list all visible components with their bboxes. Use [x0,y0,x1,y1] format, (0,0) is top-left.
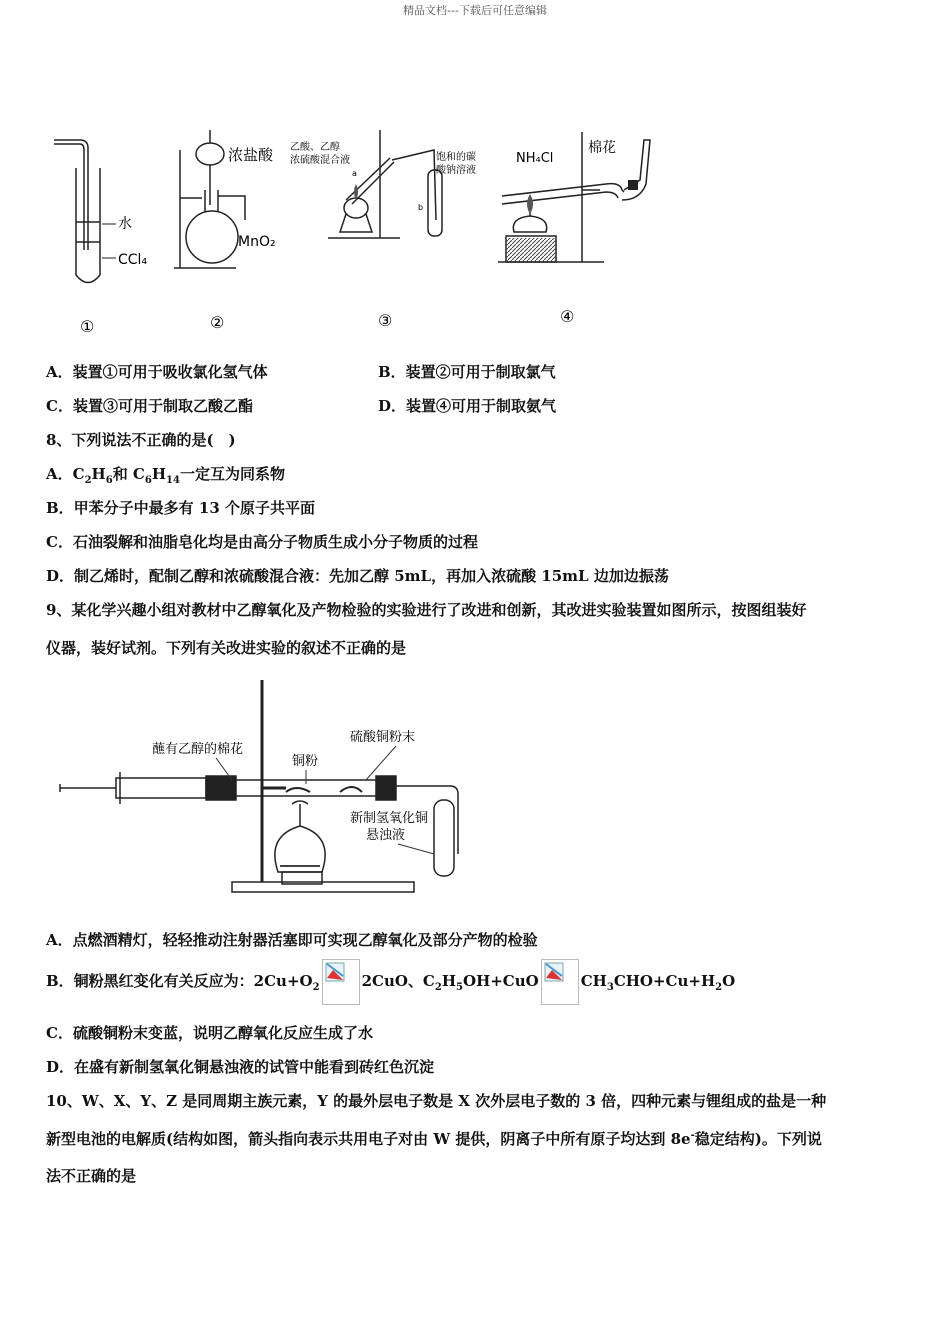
label-a: a [352,169,357,178]
label-nh4cl: NH₄Cl [516,151,554,166]
label-hcl: 浓盐酸 [228,146,274,164]
q7-option-d: D．装置④可用于制取氨气 [378,397,557,415]
label-cuso4-powder: 硫酸铜粉末 [350,730,416,745]
apparatus-number-2: ② [210,313,225,332]
label-cuoh-2: 悬浊液 [366,828,406,843]
q9-option-b: B．铜粉黑红变化有关反应为：$2Cu+O_2$ 2CuO、$C_2H_5OH+CuO$ $CH_3CHO+Cu+H_2O$ [46,959,735,1005]
q10-stem-line-2: 新型电池的电解质(结构如图，箭头指向表示共用电子对由 W 提供，阴离子中所有原子均达到 8e-稳定结构)。下列说 [46,1130,822,1148]
q9-option-a: A．点燃酒精灯，轻轻推动注射器活塞即可实现乙醇氧化及部分产物的检验 [46,931,538,949]
label-cuoh-1: 新制氢氧化铜 [350,811,429,826]
apparatus-number-1: ① [80,317,95,336]
q7-option-c: C．装置③可用于制取乙酸乙酯 [46,397,253,415]
apparatus-figure-2 [56,676,476,902]
q8-option-d: D．制乙烯时，配制乙醇和浓硫酸混合液：先加乙醇 5mL，再加入浓硫酸 15mL 边加边振荡 [46,567,669,585]
label-reactants: 乙酸、乙醇 [290,142,340,153]
q9-option-d: D．在盛有新制氢氧化铜悬浊液的试管中能看到砖红色沉淀 [46,1058,435,1076]
q8-stem: 8、下列说法不正确的是( ) [46,431,236,449]
label-copper-powder: 铜粉 [292,754,319,769]
q8-option-c: C．石油裂解和油脂皂化均是由高分子物质生成小分子物质的过程 [46,533,478,551]
broken-image-icon [541,959,579,1005]
q7-options-row-1 [46,361,556,382]
q8-option-a: A．$C_2H_6$和 $C_6H_{14}$一定互为同系物 [46,465,285,486]
page-header: 精品文档---下载后可任意编辑 [403,4,547,17]
q10-stem-line-1: 10、W、X、Y、Z 是同周期主族元素，Y 的最外层电子数是 X 次外层电子数的 3 倍，四种元素与锂组成的盐是一种 [46,1092,827,1110]
apparatus-number-3: ③ [378,311,393,330]
label-saturated-1: 饱和的碳 [436,152,476,163]
label-cotton-ethanol: 蘸有乙醇的棉花 [152,742,244,757]
label-cotton: 棉花 [588,140,616,156]
label-reactants-2: 浓硫酸混合液 [290,155,350,166]
q7-option-a: A．装置①可用于吸收氯化氢气体 [46,363,268,381]
q9-stem-line-2: 仪器，装好试剂。下列有关改进实验的叙述不正确的是 [46,639,407,657]
q7-option-b: B．装置②可用于制取氯气 [378,363,556,381]
q8-option-b: B．甲苯分子中最多有 13 个原子共平面 [46,499,315,517]
label-saturated-2: 酸钠溶液 [436,165,476,176]
label-b: b [418,203,424,212]
q9-stem-line-1: 9、某化学兴趣小组对教材中乙醇氧化及产物检验的实验进行了改进和创新，其改进实验装置如图所示，按图组装好 [46,601,807,619]
apparatus-number-4: ④ [560,307,575,326]
label-mno2: MnO₂ [238,234,276,250]
q10-stem-line-3: 法不正确的是 [46,1167,137,1185]
label-water: 水 [118,216,132,232]
q9-option-c: C．硫酸铜粉末变蓝，说明乙醇氧化反应生成了水 [46,1024,373,1042]
label-ccl4: CCl₄ [118,252,148,268]
q7-options-row-2 [46,395,557,416]
apparatus-figure-1 [40,120,680,340]
broken-image-icon [322,959,360,1005]
